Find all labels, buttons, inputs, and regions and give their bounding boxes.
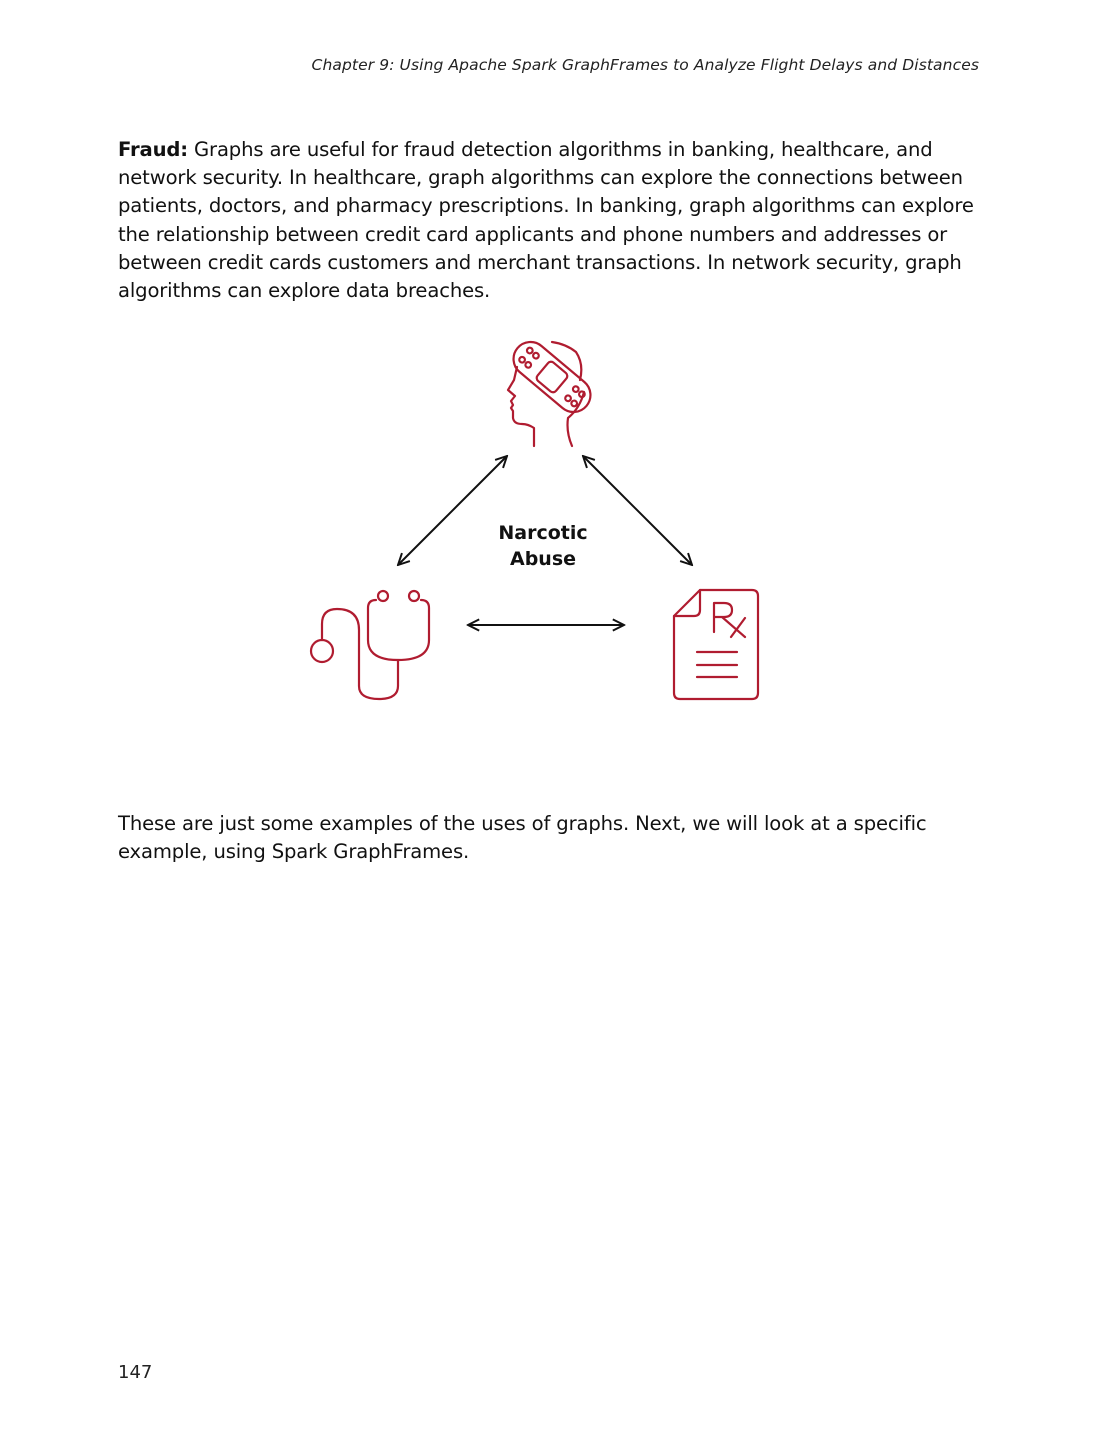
closing-paragraph: These are just some examples of the uses of graphs. Next, we will look at a specific example, using Spark GraphFrames. <box>118 812 927 864</box>
page-number: 147 <box>118 1362 153 1383</box>
fraud-lead: Fraud: <box>118 138 188 161</box>
diagram-label-line1: Narcotic <box>498 522 588 544</box>
prescription-rx-icon <box>674 590 758 699</box>
fraud-paragraph <box>118 136 978 305</box>
patient-head-bandage-icon <box>507 335 598 446</box>
doctor-stethoscope-icon <box>311 591 429 699</box>
diagram-label-line2: Abuse <box>509 548 577 570</box>
fraud-text: Graphs are useful for fraud detection algorithms in banking, healthcare, and network security. In healthcare, graph algorithms can explore the connections between patients, doctors, and pharmacy prescriptions. In banking, graph algorithms can explore the relationship between credit card applicants and phone numbers and addresses or between credit cards customers and merchant transactions. In network security, graph algorithms can explore data breaches. <box>118 138 974 303</box>
running-header: Chapter 9: Using Apache Spark GraphFrames to Analyze Flight Delays and Distances <box>311 56 979 74</box>
diagram-label <box>483 520 603 572</box>
